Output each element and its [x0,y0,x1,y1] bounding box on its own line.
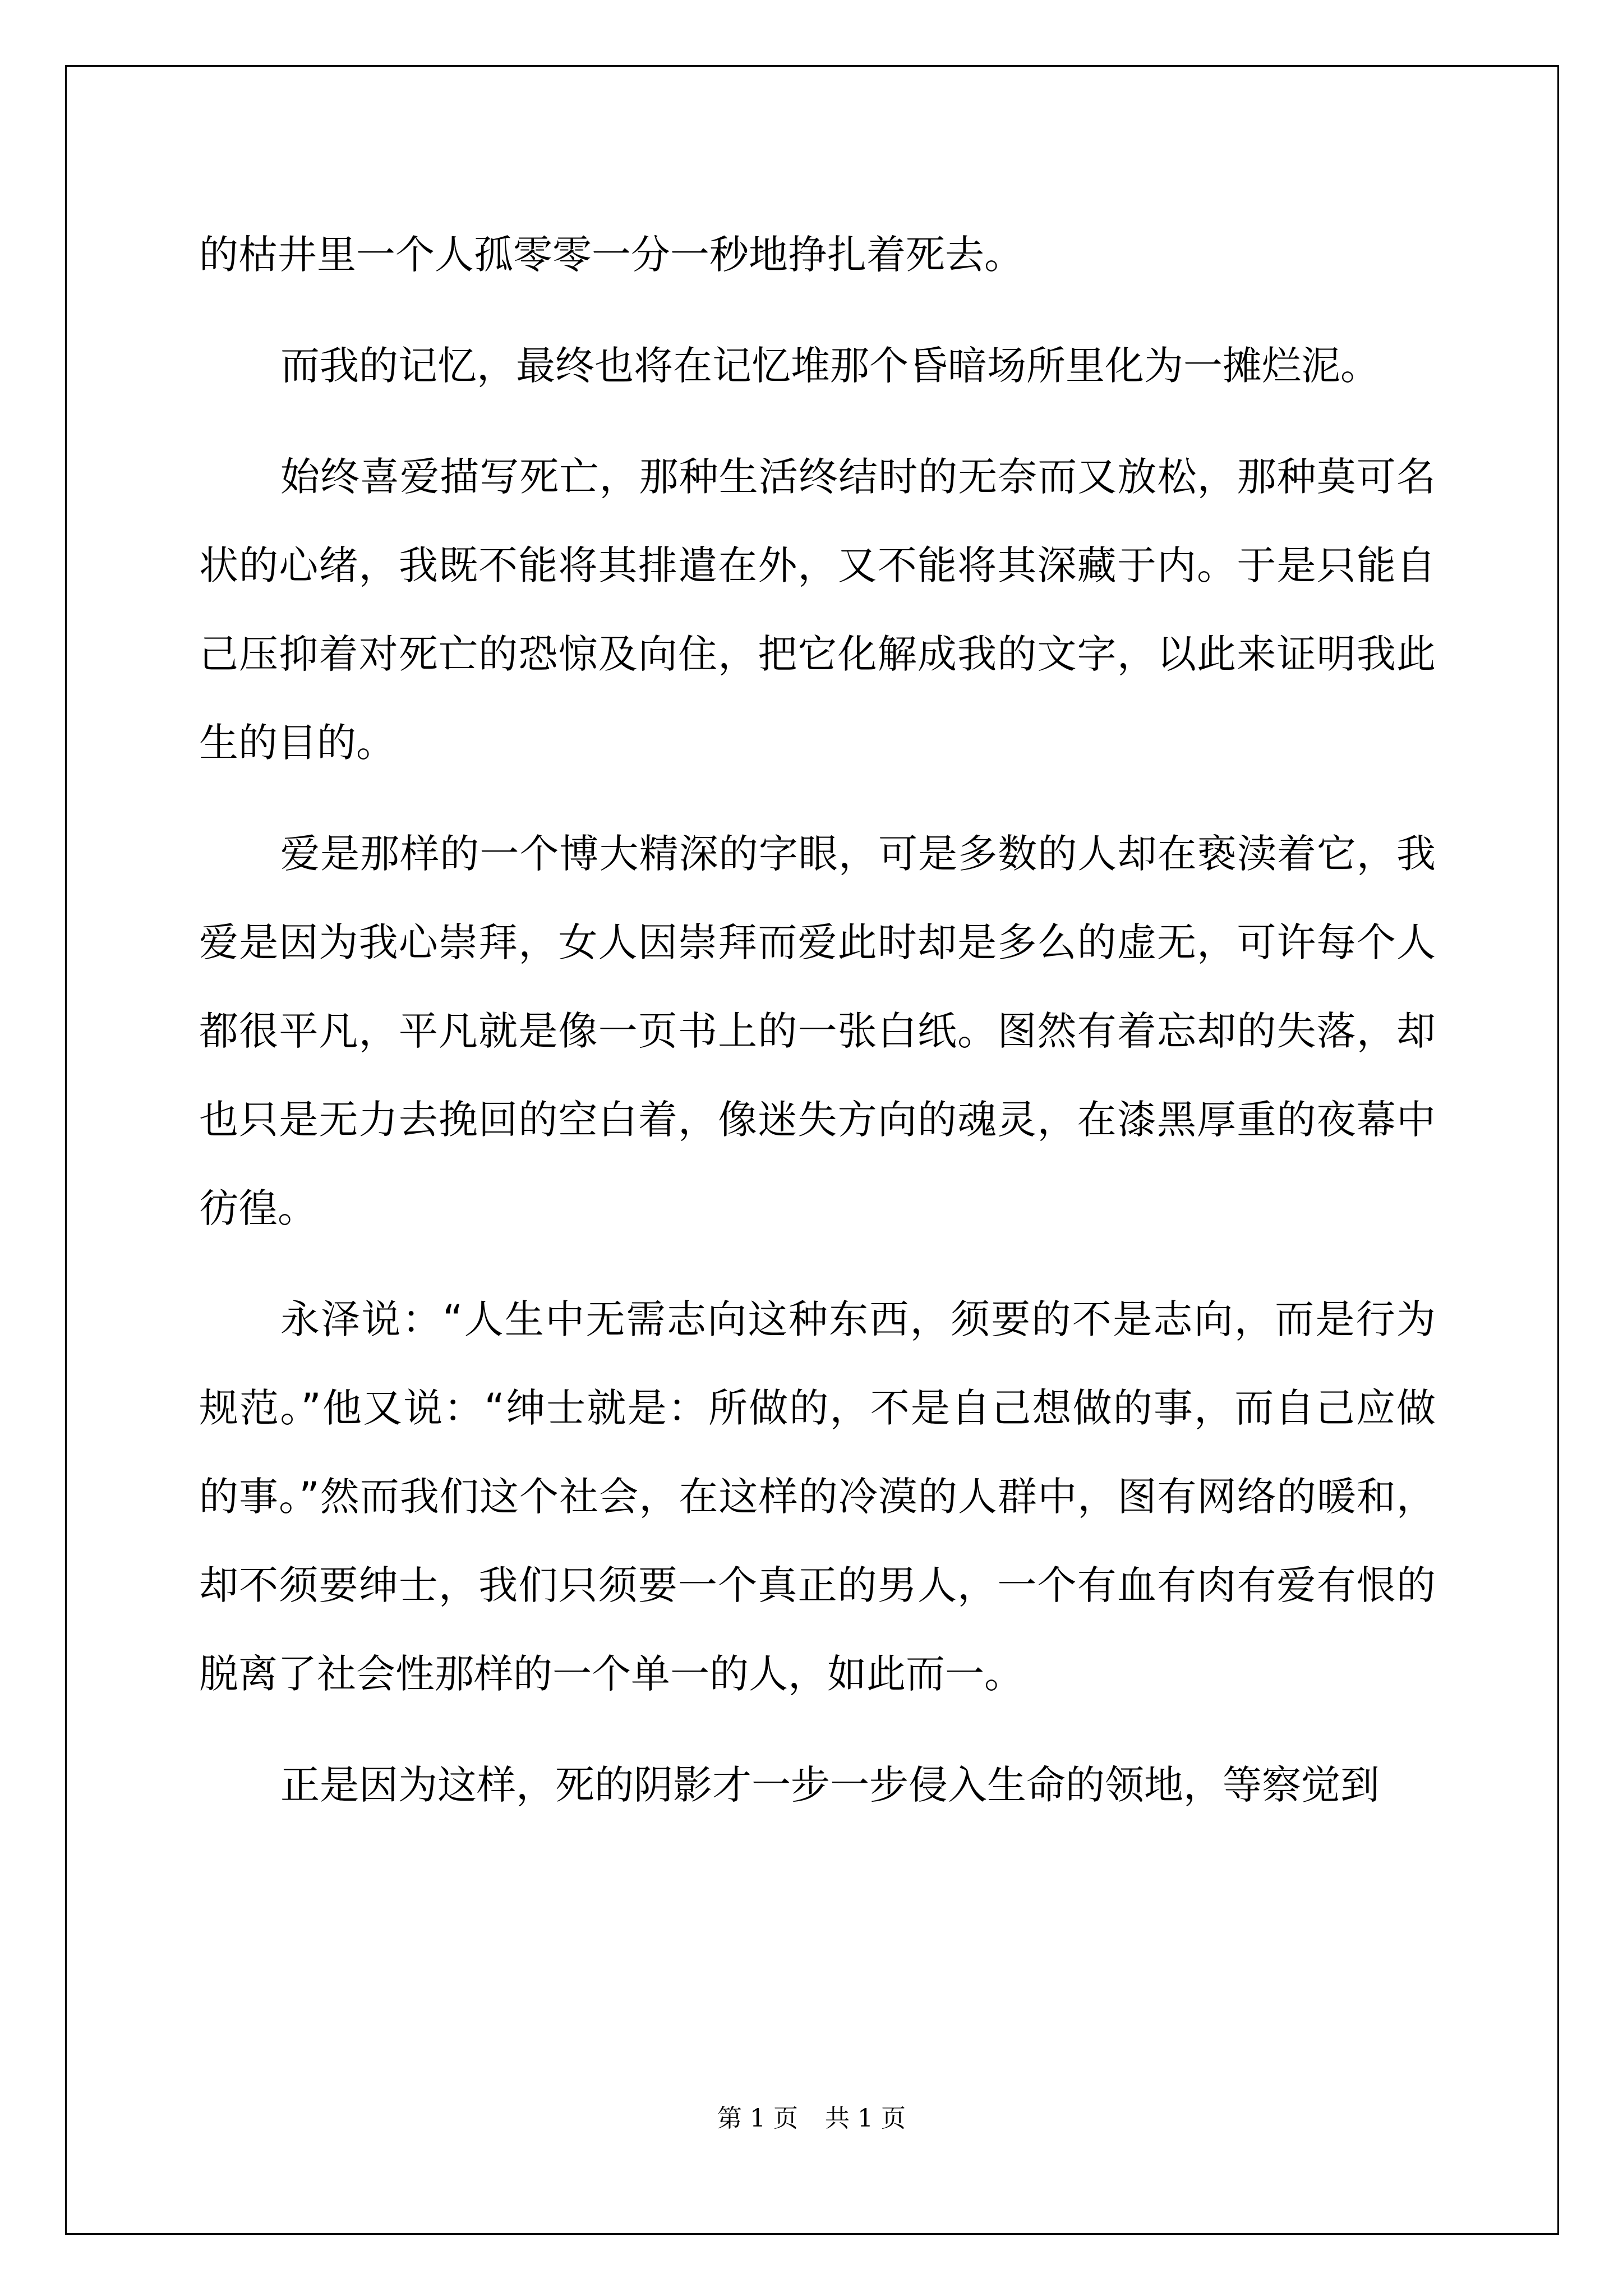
page-footer [0,2098,1623,2134]
page-number: 第 1 页 [717,2104,798,2133]
page-total: 共 1 页 [825,2104,906,2133]
document-body [199,210,1436,1852]
paragraph-1: 的枯井里一个人孤零零一分一秒地挣扎着死去。 [199,232,1023,278]
paragraph-5: 永泽说：“人生中无需志向这种东西，须要的不是志向，而是行为规范。”他又说：“绅士就是：所做的，不是自己想做的事，而自己应做的事。”然而我们这个社会，在这样的冷漠的人群中，图有网络的暖和，却不须要绅士，我们只须要一个真正的男人，一个有血有肉有爱有恨的脱离了社会性那样的一个单一的人，如此而一。 [199,1296,1436,1697]
paragraph-6: 正是因为这样，死的阴影才一步一步侵入生命的领地，等察觉到 [280,1762,1380,1808]
paragraph-4: 爱是那样的一个博大精深的字眼，可是多数的人却在亵渎着它，我爱是因为我心崇拜，女人因崇拜而爱此时却是多么的虚无，可许每个人都很平凡，平凡就是像一页书上的一张白纸。图然有着忘却的失落，却也只是无力去挽回的空白着，像迷失方向的魂灵，在漆黑厚重的夜幕中彷徨。 [199,831,1436,1231]
paragraph-3: 始终喜爱描写死亡，那种生活终结时的无奈而又放松，那种莫可名状的心绪，我既不能将其排遣在外，又不能将其深藏于内。于是只能自己压抑着对死亡的恐惊及向住，把它化解成我的文字，以此来证明我此生的目的。 [199,454,1436,766]
paragraph-2: 而我的记忆，最终也将在记忆堆那个昏暗场所里化为一摊烂泥。 [280,343,1380,389]
